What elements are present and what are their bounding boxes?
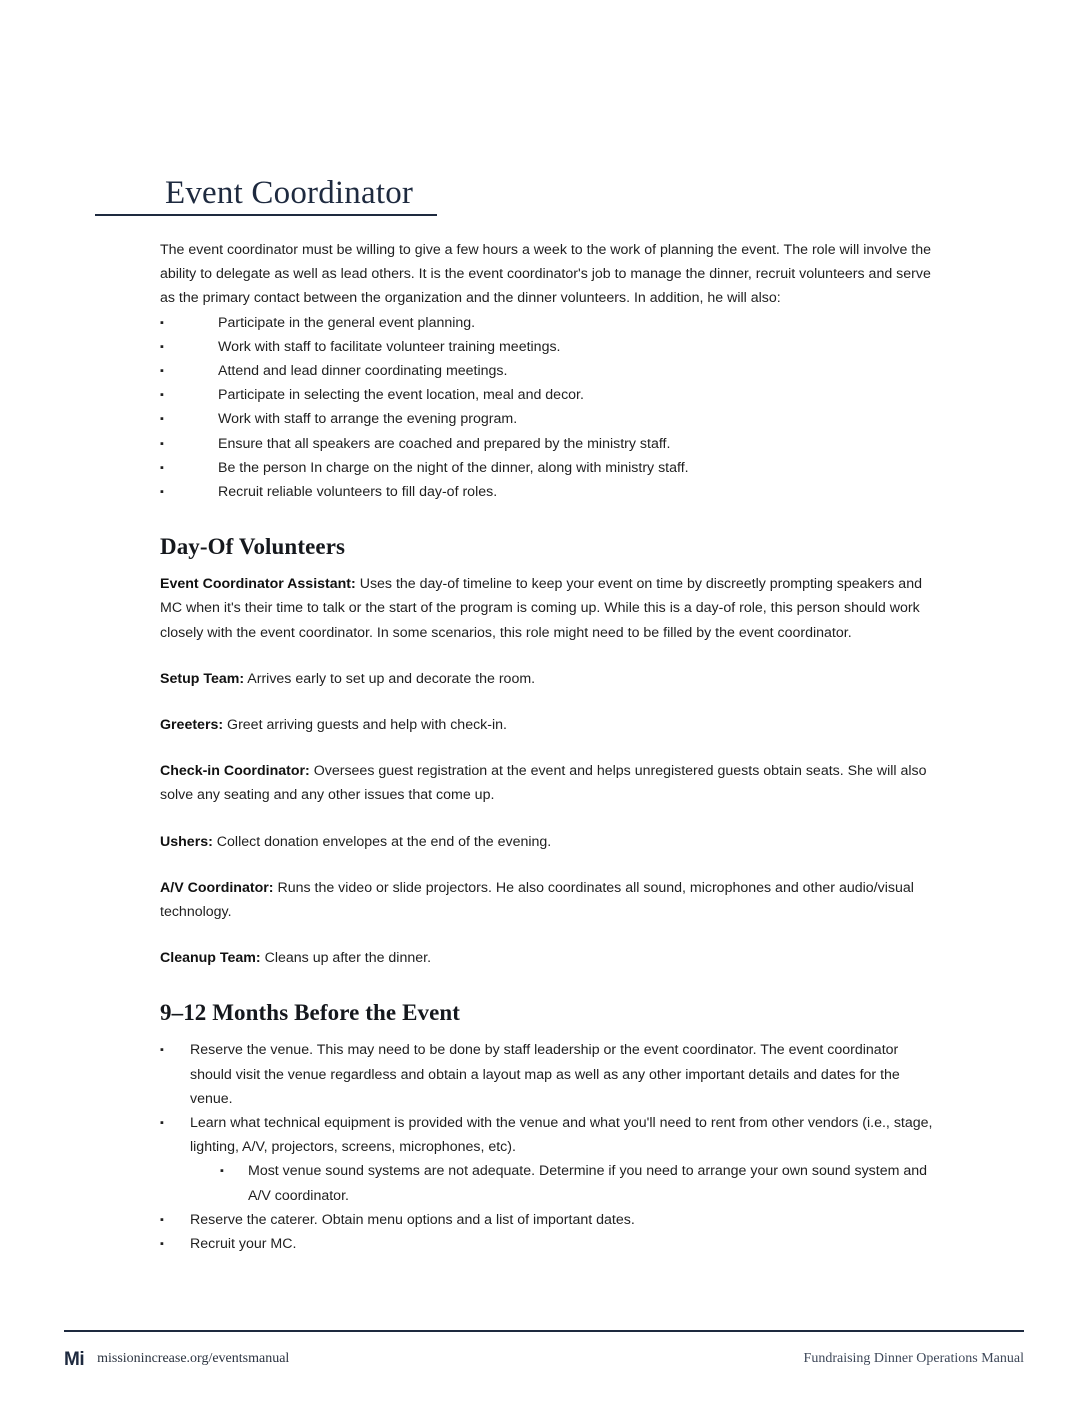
role-description: Greet arriving guests and help with check-in. <box>223 717 507 734</box>
sub-list-item-label: Most venue sound systems are not adequate. Determine if you need to arrange your own sound system and A/V coordinator. <box>248 1163 928 1204</box>
square-bullet-icon: ▪ <box>160 461 164 474</box>
footer-manual-title: Fundraising Dinner Operations Manual <box>803 1351 1024 1366</box>
role-name: Check-in Coordinator: <box>160 763 310 780</box>
role-description: Uses the day-of timeline to keep your event on time by discreetly prompting speakers and MC when it's their time to talk or the start of the program is coming up. While this is a day-of role, this person should work closely with the event coordinator. In some scenarios, this role might need to be filled by the event coordinator. <box>160 576 922 641</box>
list-item <box>160 1208 940 1232</box>
list-item <box>160 359 940 383</box>
intro-paragraph: The event coordinator must be willing to give a few hours a week to the work of planning the event. The role will involve the ability to delegate as well as lead others. It is the event coordinator's job to manage the dinner, recruit volunteers and serve as the primary contact between the organization and the dinner volunteers. In addition, he will also: <box>160 242 932 307</box>
list-item <box>160 407 940 431</box>
role-name: A/V Coordinator: <box>160 879 274 896</box>
duties-list <box>160 311 940 505</box>
list-item-label: Learn what technical equipment is provided with the venue and what you'll need to rent from other vendors (i.e., stage, lighting, A/V, projectors, screens, microphones, etc). <box>190 1115 933 1156</box>
list-item <box>160 1232 940 1256</box>
square-bullet-icon: ▪ <box>160 1117 164 1130</box>
square-bullet-icon: ▪ <box>160 413 164 426</box>
role-name: Setup Team: <box>160 670 245 687</box>
square-bullet-icon: ▪ <box>160 437 164 450</box>
square-bullet-icon: ▪ <box>160 340 164 353</box>
list-item-label: Be the person In charge on the night of the dinner, along with ministry staff. <box>218 459 689 476</box>
sub-list-item <box>190 1159 940 1207</box>
footer-divider <box>64 1330 1024 1332</box>
role-definition <box>160 667 940 691</box>
square-bullet-icon: ▪ <box>160 486 164 499</box>
square-bullet-icon: ▪ <box>160 389 164 402</box>
role-definition <box>160 572 940 645</box>
list-item <box>160 456 940 480</box>
page-title: Event Coordinator <box>165 175 422 211</box>
heading-months-before-event: 9–12 Months Before the Event <box>160 1000 461 1026</box>
role-description: Arrives early to set up and decorate the room. <box>244 670 536 687</box>
list-item <box>160 480 940 504</box>
role-definition <box>160 876 940 924</box>
title-block <box>95 176 955 216</box>
role-description: Collect donation envelopes at the end of the evening. <box>212 833 552 850</box>
role-description: Runs the video or slide projectors. He also coordinates all sound, microphones and other audio/visual technology. <box>160 879 914 921</box>
list-item-label: Participate in selecting the event location, meal and decor. <box>218 387 584 404</box>
list-item <box>160 432 940 456</box>
list-item-label: Recruit your MC. <box>190 1236 297 1253</box>
role-name: Cleanup Team: <box>160 950 261 967</box>
role-description: Cleans up after the dinner. <box>260 950 432 967</box>
list-item-label: Attend and lead dinner coordinating meetings. <box>218 363 508 380</box>
document-body <box>160 238 940 1256</box>
square-bullet-icon: ▪ <box>160 1238 164 1251</box>
role-name: Event Coordinator Assistant: <box>160 576 356 593</box>
list-item <box>160 1111 940 1208</box>
square-bullet-icon: ▪ <box>160 1044 164 1057</box>
list-item-label: Participate in the general event planning. <box>218 314 476 331</box>
square-bullet-icon: ▪ <box>160 365 164 378</box>
list-item-label: Work with staff to facilitate volunteer training meetings. <box>218 338 561 355</box>
page-footer <box>64 1344 1024 1374</box>
footer-left-group <box>64 1350 289 1369</box>
role-definition <box>160 759 940 807</box>
footer-url[interactable]: missionincrease.org/eventsmanual <box>97 1351 290 1366</box>
list-item-label: Reserve the caterer. Obtain menu options and a list of important dates. <box>190 1211 635 1228</box>
role-definition <box>160 713 940 737</box>
list-item <box>160 311 940 335</box>
role-definition <box>160 946 940 970</box>
mission-increase-logo-icon: Mi <box>64 1348 85 1370</box>
square-bullet-icon: ▪ <box>220 1165 224 1178</box>
square-bullet-icon: ▪ <box>160 316 164 329</box>
role-description: Oversees guest registration at the event and helps unregistered guests obtain seats. She will also solve any seating and any other issues that come up. <box>160 763 927 804</box>
months-before-list <box>160 1038 940 1256</box>
list-item <box>160 1038 940 1111</box>
title-underline-rule <box>95 214 437 216</box>
sub-list <box>190 1159 940 1207</box>
list-item-label: Ensure that all speakers are coached and prepared by the ministry staff. <box>218 435 671 452</box>
role-name: Greeters: <box>160 717 224 734</box>
list-item <box>160 335 940 359</box>
list-item-label: Reserve the venue. This may need to be done by staff leadership or the event coordinator. The event coordinator should visit the venue regardless and obtain a layout map as well as any other important details and dates for the venue. <box>190 1042 900 1107</box>
role-name: Ushers: <box>160 833 213 850</box>
list-item-label: Recruit reliable volunteers to fill day-of roles. <box>218 484 498 501</box>
role-definition <box>160 830 940 854</box>
list-item-label: Work with staff to arrange the evening program. <box>218 411 518 428</box>
list-item <box>160 383 940 407</box>
heading-day-of-volunteers: Day-Of Volunteers <box>160 534 346 560</box>
roles-container <box>160 572 940 970</box>
square-bullet-icon: ▪ <box>160 1213 164 1226</box>
